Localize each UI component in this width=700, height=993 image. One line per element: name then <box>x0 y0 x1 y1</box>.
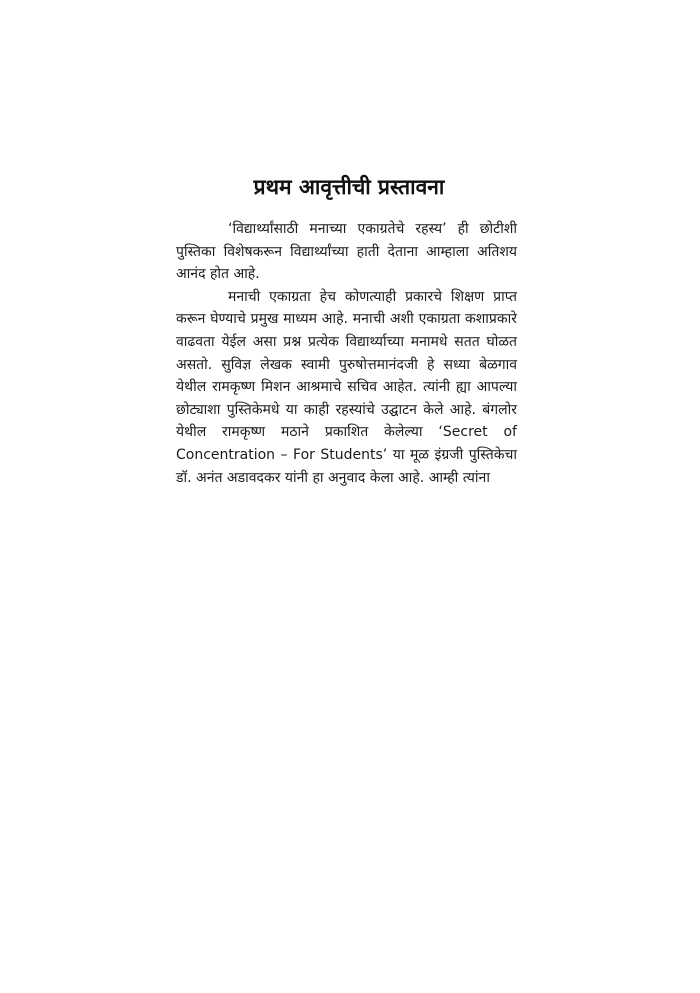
body-text <box>176 218 517 489</box>
page-title: प्रथम आवृत्तीची प्रस्तावना <box>253 175 445 199</box>
paragraph-1: ‘विद्यार्थ्यांसाठी मनाच्या एकाग्रतेचे रहस्य’ ही छोटीशी पुस्तिका विशेषकरून विद्यार्थ्यांच्या हाती देताना आम्हाला अतिशय आनंद होत आहे. <box>176 221 517 283</box>
paragraph-2: मनाची एकाग्रता हेच कोणत्याही प्रकारचे शिक्षण प्राप्त करून घेण्याचे प्रमुख माध्यम आहे. मनाची अशी एकाग्रता कशाप्रकारे वाढवता येईल असा प्रश्न प्रत्येक विद्यार्थ्याच्या मनामधे सतत घोळत असतो. सुविज्ञ लेखक स्वामी पुरुषोत्तमानंदजी हे सध्या बेळगाव येथील रामकृष्ण मिशन आश्रमाचे सचिव आहेत. त्यांनी ह्या आपल्या छोट्याशा पुस्तिकेमधे या काही रहस्यांचे उद्घाटन केले आहे. बंगलोर येथील रामकृष्ण मठाने प्रकाशित केलेल्या ‘Secret of Concentration – For Students’ या मूळ इंग्रजी पुस्तिकेचा डॉ. अनंत अडावदकर यांनी हा अनुवाद केला आहे. आम्ही त्यांना <box>176 288 517 486</box>
